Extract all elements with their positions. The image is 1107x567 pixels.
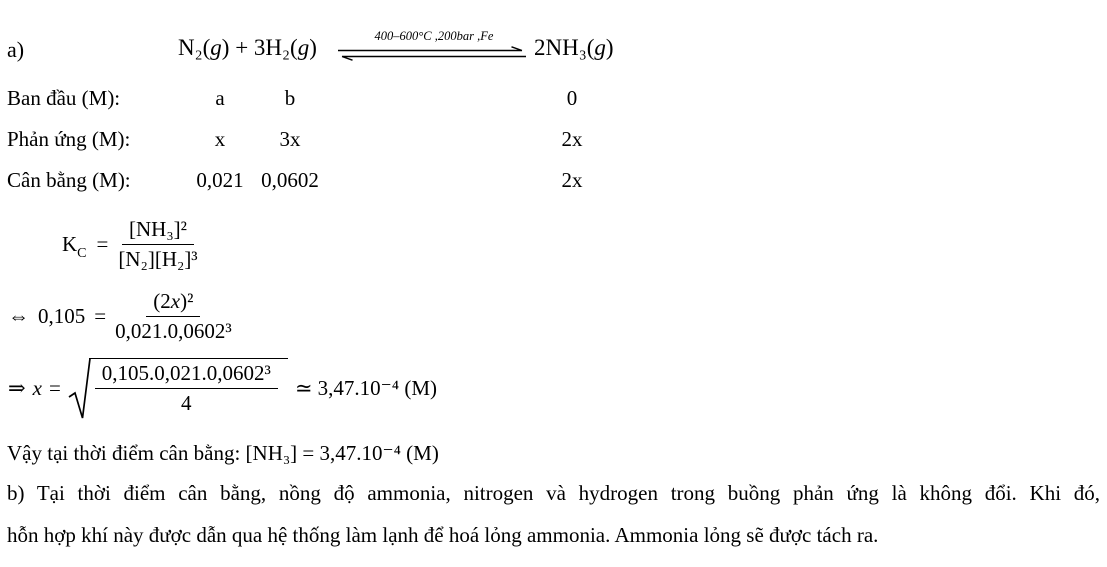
equals-sign: = [48, 376, 61, 401]
variable-x: x [32, 376, 42, 401]
cell-h2: b [284, 86, 296, 110]
cell-n2: 0,021 [196, 168, 244, 192]
equilibrium-arrows-icon [336, 46, 528, 67]
equation-left [178, 35, 317, 61]
kc-fraction [118, 217, 197, 272]
solve-result: ≃ 3,47.10⁻⁴ (M) [294, 376, 437, 401]
cell-h2: 3x [279, 127, 301, 151]
substitution-line [8, 289, 232, 344]
cell-n2: a [215, 86, 225, 110]
ice-row-equilibrium [0, 168, 1107, 198]
state-symbol: g [297, 35, 310, 60]
cell-nh3: 0 [566, 86, 578, 110]
conclusion-line: Vậy tại thời điểm cân bằng: [NH₃] = 3,47.10⁻⁴ (M) [7, 441, 439, 465]
cell-nh3: 2x [561, 168, 583, 192]
fraction-denominator: [N₂][H₂]³ [118, 247, 198, 272]
equation-left-segment: ) + 3H₂( [221, 35, 298, 60]
equals-sign: = [94, 304, 107, 329]
equation-right-segment: 2NH₃( [534, 35, 595, 60]
cell-h2: 0,0602 [261, 168, 319, 192]
part-b-line-1: b) Tại thời điểm cân bằng, nồng độ ammonia, nitrogen và hydrogen trong buồng phản ứng là không đổi. Khi đó, [7, 481, 1100, 505]
equation-right [534, 35, 614, 61]
kc-subscript: C [77, 246, 87, 262]
cell-n2: x [214, 127, 226, 151]
radicand [89, 358, 288, 416]
implies-arrow: ⇒ [8, 376, 26, 401]
fraction-numerator: [NH₃]² [122, 217, 194, 245]
equivalence-arrow: ⇔ [8, 304, 29, 329]
state-symbol: g [594, 35, 606, 60]
reaction-conditions: 400–600°C ,200bar ,Fe [374, 29, 494, 43]
state-symbol: g [210, 35, 222, 60]
equation-left-segment: ) [309, 35, 317, 60]
ice-row-initial [0, 86, 1107, 116]
fraction-denominator: 4 [181, 391, 192, 416]
row-label: Phản ứng (M): [7, 127, 131, 151]
cell-nh3: 2x [561, 127, 583, 151]
fraction-numerator: (2x)² [146, 289, 200, 317]
solve-line [8, 357, 437, 421]
radicand-fraction [95, 361, 278, 416]
equation-right-segment: ) [605, 35, 614, 60]
fraction-denominator: 0,021.0,0602³ [115, 319, 232, 344]
part-a-label: a) [7, 37, 25, 62]
row-label: Ban đầu (M): [7, 86, 121, 110]
fraction-numerator: 0,105.0,021.0,0602³ [95, 361, 278, 389]
kc-value: 0,105 [38, 304, 86, 329]
equals-sign: = [96, 232, 109, 257]
ice-row-change [0, 127, 1107, 157]
part-b-paragraph [7, 472, 1100, 556]
radical-icon [68, 357, 91, 421]
square-root [68, 357, 288, 421]
substitution-fraction [115, 289, 232, 344]
kc-expression [62, 217, 198, 272]
kc-symbol: $K_C$ [62, 232, 87, 262]
part-b-line-2: hỗn hợp khí này được dẫn qua hệ thống làm lạnh để hoá lỏng ammonia. Ammonia lỏng sẽ được tách ra. [7, 523, 879, 547]
row-label: Cân bằng (M): [7, 168, 131, 192]
equation-left-segment: N₂( [178, 35, 211, 60]
